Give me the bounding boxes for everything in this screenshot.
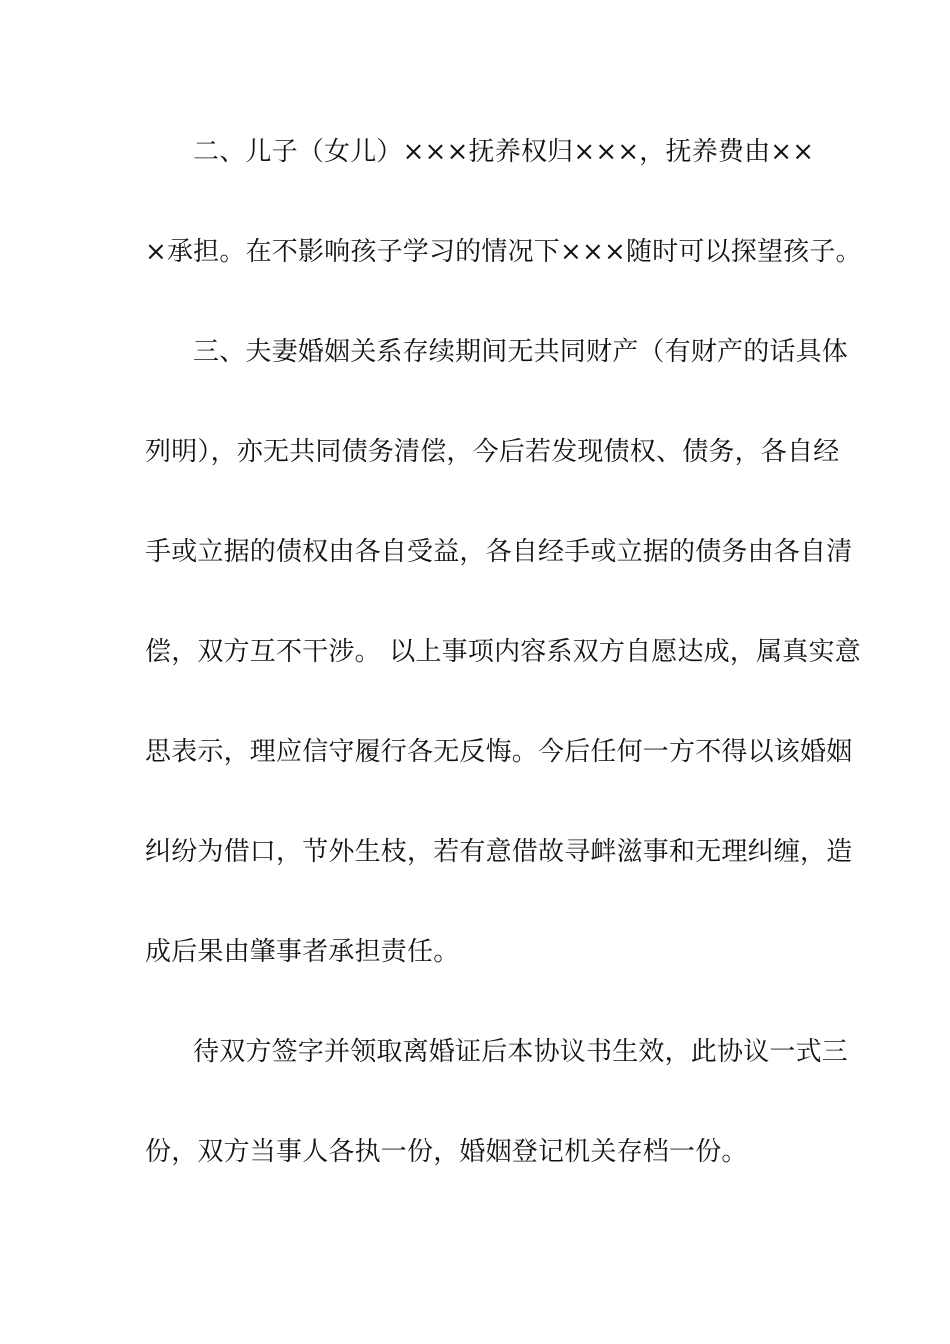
paragraph-4-line-2: 份，双方当事人各执一份，婚姻登记机关存档一份。 [145,1137,748,1167]
paragraph-2-line-2: ×承担。在不影响孩子学习的情况下×××随时可以探望孩子。 [145,237,862,267]
paragraph-3-line-7: 成后果由肇事者承担责任。 [145,937,460,967]
paragraph-3-line-2: 列明），亦无共同债务清偿，今后若发现债权、债务，各自经 [145,437,840,467]
paragraph-2-line-1: 二、儿子（女儿）×××抚养权归×××，抚养费由×× [193,137,815,167]
paragraph-3-line-1: 三、夫妻婚姻关系存续期间无共同财产（有财产的话具体 [193,337,849,367]
paragraph-3-line-4: 偿，双方互不干涉。 以上事项内容系双方自愿达成，属真实意 [145,637,861,667]
paragraph-4-line-1: 待双方签字并领取离婚证后本协议书生效，此协议一式三 [193,1037,849,1067]
paragraph-3-line-6: 纠纷为借口，节外生枝，若有意借故寻衅滋事和无理纠缠，造 [145,837,853,867]
paragraph-3-line-5: 思表示，理应信守履行各无反悔。今后任何一方不得以该婚姻 [145,737,853,767]
paragraph-3-line-3: 手或立据的债权由各自受益，各自经手或立据的债务由各自清 [145,537,853,567]
